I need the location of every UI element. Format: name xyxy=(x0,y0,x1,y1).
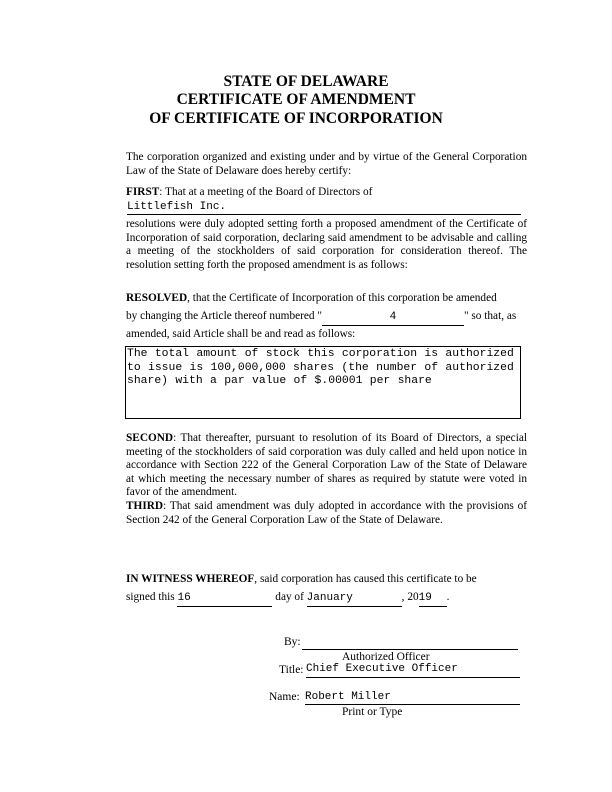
year-value: 19 xyxy=(418,592,432,604)
authorized-officer-caption: Authorized Officer xyxy=(342,651,430,663)
third-label: THIRD xyxy=(126,500,164,512)
witness-line-2 xyxy=(126,591,527,607)
second-paragraph xyxy=(126,432,527,500)
intro-paragraph: The corporation organized and existing under and by virtue of the General Corporation Law of the State of Delaware does hereby certify: xyxy=(126,151,527,177)
document-title-line-2: CERTIFICATE OF AMENDMENT xyxy=(176,91,416,108)
third-paragraph xyxy=(126,500,527,527)
article-number-field[interactable] xyxy=(322,312,464,326)
resolved-line-1 xyxy=(126,292,527,306)
company-name-value: Littlefish Inc. xyxy=(127,201,227,213)
by-label: By: xyxy=(284,636,301,648)
year-period: . xyxy=(446,591,450,603)
day-of-label: day of xyxy=(275,591,304,603)
signature-line[interactable] xyxy=(302,649,518,650)
title-value: Chief Executive Officer xyxy=(306,663,458,675)
first-paragraph xyxy=(126,186,527,200)
month-field[interactable] xyxy=(307,593,402,607)
second-label: SECOND xyxy=(126,432,174,444)
second-text: : That thereafter, pursuant to resolution of its Board of Directors, a special meeting of the stockholders of said corporation was duly called and held upon notice in accordance with Section 222 of the General Corporation Law of the State of Delaware at which meeting the necessary number of shares as required by statute were voted in favor of the amendment. xyxy=(126,432,527,499)
amendment-text-box[interactable] xyxy=(125,346,521,419)
third-text: : That said amendment was duly adopted in accordance with the provisions of Section 242 of the General Corporation Law of the State of Delaware. xyxy=(126,500,527,526)
resolved-line2-suffix: " so that, as xyxy=(463,310,517,322)
amendment-text: The total amount of stock this corporation is authorized to issue is 100,000,000 shares (the number of authorized share) with a par value of $.00001 per share xyxy=(127,348,514,387)
name-field[interactable] xyxy=(305,691,520,705)
print-or-type-caption: Print or Type xyxy=(342,706,403,718)
name-label: Name: xyxy=(269,691,300,703)
resolved-line2-prefix: by changing the Article thereof numbered " xyxy=(126,310,322,322)
resolved-text: , that the Certificate of Incorporation of this corporation be amended xyxy=(187,292,497,304)
document-title-line-3: OF CERTIFICATE OF INCORPORATION xyxy=(149,110,443,127)
signed-this-label: signed this xyxy=(126,591,175,603)
resolved-label: RESOLVED xyxy=(126,292,188,304)
resolved-line-3: amended, said Article shall be and read as follows: xyxy=(126,328,356,340)
witness-line-1 xyxy=(126,573,527,587)
document-title-line-1: STATE OF DELAWARE xyxy=(223,73,389,90)
company-name-field[interactable] xyxy=(127,201,521,215)
title-field[interactable] xyxy=(306,663,520,678)
month-value: January xyxy=(306,592,353,604)
day-value: 16 xyxy=(177,592,191,604)
witness-label: IN WITNESS WHEREOF xyxy=(126,573,255,585)
article-number-value: 4 xyxy=(389,311,397,323)
first-label: FIRST xyxy=(126,186,160,198)
resolved-line-2 xyxy=(126,310,527,326)
first-continuation: resolutions were duly adopted setting forth a proposed amendment of the Certificate of Incorporation of said corporation, declaring said amendment to be advisable and calling a meeting of the stockholders of said corporation for consideration thereof. The resolution setting forth the proposed amendment is as follows: xyxy=(126,218,527,271)
witness-text: , said corporation has caused this certificate to be xyxy=(254,573,477,585)
year-prefix: , 20 xyxy=(401,591,419,603)
title-label: Title: xyxy=(279,664,304,676)
first-text: : That at a meeting of the Board of Directors of xyxy=(159,186,373,198)
day-field[interactable] xyxy=(177,593,272,607)
name-value: Robert Miller xyxy=(305,691,391,703)
year-field[interactable] xyxy=(419,593,447,607)
